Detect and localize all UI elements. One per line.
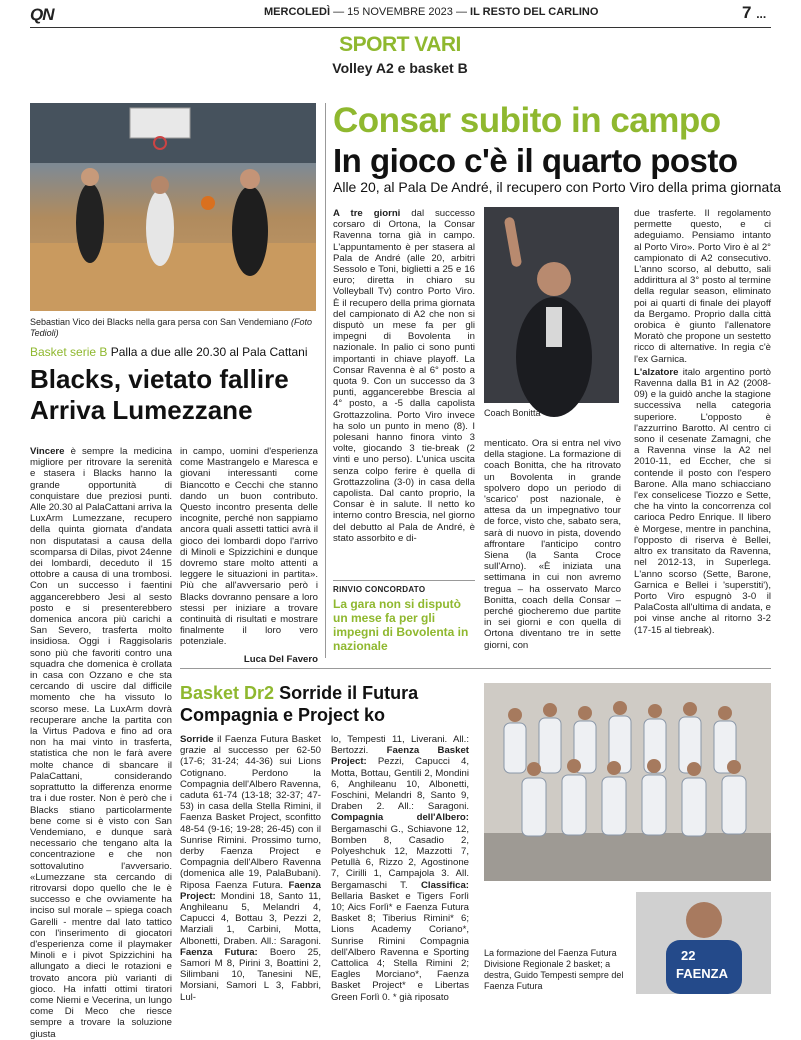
dr2-body-1: il Faenza Futura Basket grazie al successo per 62-50 (17-6; 31-24; 44-36) sui Lions Cotignano. Perdono la Compagnia dell'Albero Ravenna, caduta 61-74 (13-18; 32-37; 47-53) in casa della Stella Rimini, il Faenza Basket Project, sconfitto 48-54 (9-16; 19-28; 26-45) con il Sunrise Rimini. Prossimo turno, derby Faenza Project e Compagnia dell'Albero Ravenna (domenica alle 19, PalaBubani). Riposa Faenza Futura.: [180, 734, 321, 891]
blacks-photo-caption: [30, 317, 320, 339]
blacks-body-2: in campo, uomini d'esperienza come Mastrangelo e Maresca e giovani interessanti come Biancotto e Cecchi che stanno dando un buon contributo. Questo incontro presenta delle incognite, perché non sappiamo ancora quali assetti tattici avrà il gioco dei lombardi dopo l'arrivo di Minoli e Spizzichini e dunque dovremo stare molto attenti a leggere le situazioni in partita». Più che all'avversario però i Blacks dovranno pensare a loro stessi per iniziare a trovare continuità di risultati e mostrare finalmente il loro vero potenziale.: [180, 446, 318, 648]
dateline: [264, 6, 598, 18]
dr2-body-2d: Bergamaschi G., Schiavone 12, Bomben 8, Casadio 2, Polyeshchuk 12, Mazzotti 7, Petullà 6, Rizzo 2, Agostinone 7, Cirilli 1, Campajola 3. All. Bergamaschi T.: [331, 823, 469, 891]
dr2-team-label-1: Faenza Project:: [180, 879, 321, 902]
dr2-body-1d: Boero 25, Samori M 8, Pirini 3, Boattini 2, Silimbani 10, Tanesini NE, Morsiani, Samori L 3, Fabbri, Lul-: [180, 946, 321, 1003]
section-rule: [180, 668, 771, 669]
section-title: SPORT VARI: [339, 33, 461, 56]
section-subtitle: Volley A2 e basket B: [332, 60, 468, 76]
rinvio-rule: [333, 580, 475, 581]
consar-deck: Alle 20, al Pala De André, il recupero con Porto Viro della prima giornata: [333, 179, 781, 195]
header-rule: [30, 27, 771, 28]
dr2-column-2: [331, 734, 469, 1003]
blacks-body-1: è sempre la medicina migliore per ritrovare la serenità e stasera i Blacks hanno la grande opportunità di conquistare due preziosi punti. Alle 20.30 al PalaCattani arriva la LuxArm Lumezzane, recupero della quinta giornata d'andata non disputatasi a causa della scomparsa di Dilas, pivot 24enne dei lombardi, deceduto il 15 ottobre a causa di una trombosi. Con un successo i faentini aggancerebbero Jesi al sesto posto e si presenterebbero domenica ancora più carichi a San Severo, trasferta molto insidiosa. Oggi i Raggisolaris sono più che favoriti contro una squadra che domenica è crollata in casa con Ozzano e che sta cercando di uscire dal difficile momento che ha vissuto lo scorso mese. La LuxArm dovrà recuperare anche la partita con la Virtus Padova e fino ad ora non ha mai vinto in trasferta, statistica che non le farà avere molte chance di sbancare il PalaCattani, considerando soprattutto la differenza enorme tra i due roster. Non è però che i Blacks stiano particolarmente bene come si è visto con San Vendemiano, e dunque sarà necessario che tengano alta la concentrazione e che non sottovalutino l'avversario. «Lumezzane sta cercando di ritrovarsi dopo quello che le è successo e che ovviamente ha inciso sul morale – spiega coach Garelli - mentre dal lato tattico con l'inserimento di giocatori d'esperienza come il playmaker Minoli e i pivot Spizzichini ha allungato a dieci le rotazioni e trovato ancora più varianti di gioco. Ha infatti ottimi tiratori come Niemi e Vecerina, un lungo come Di Meco che riesce sempre a trovare la soluzione giusta: [30, 446, 172, 1040]
blacks-kicker: [30, 345, 308, 359]
dateline-separator: —: [333, 6, 345, 18]
dr2-headline: [180, 682, 418, 726]
tempesti-photo: [636, 892, 771, 994]
blacks-lead: Vincere: [30, 446, 65, 457]
dateline-separator-2: —: [455, 6, 467, 18]
dr2-column-1: [180, 734, 321, 1003]
rinvio-box: [333, 580, 475, 653]
blacks-column-1: [30, 446, 172, 1040]
basketball-scene: [30, 103, 316, 311]
consar-column-3: [634, 208, 771, 652]
blacks-kicker-text: Palla a due alle 20.30 al Pala Cattani: [110, 345, 308, 359]
consar-column-2: [484, 438, 621, 658]
jersey-number: 22: [681, 948, 696, 963]
coach-figure: [484, 207, 619, 403]
page-number-suffix: ...: [756, 7, 767, 21]
faenza-team-photo: [484, 683, 771, 881]
consar-column-1: [333, 208, 475, 566]
dr2-headline-tag: Basket Dr2: [180, 683, 275, 703]
column-divider: [325, 103, 326, 658]
coach-photo-caption: Coach Bonitta: [484, 408, 541, 418]
consar-subheadline: In gioco c'è il quarto posto: [333, 142, 738, 179]
consar-body-2: menticato. Ora si entra nel vivo della stagione. La formazione di coach Bonitta, che ha ritrovato un Bovolenta in grande spolvero dopo un periodo di 'scarico' post nazionale, è attesa da un impegnativo tour de force, visto che, sabato sera, sarà di nuovo in pista, dovendo affrontare l'anticipo contro Siena (la Santa Croce sull'Arno). «È iniziata una settimana in cui non avremo tregua – ha osservato Marco Bonitta, coach della Consar – perché giocheremo due partite in sei giorni e con quella di Ortona diventano tre in sette giorni, con: [484, 438, 621, 651]
consar-lead-2: L'alzatore: [634, 366, 679, 378]
dr2-photo-caption: La formazione del Faenza Futura Divisione Regionale 2 basket; a destra, Guido Tempesti sempre del Faenza Futura: [484, 948, 624, 991]
team-group: [484, 683, 771, 881]
dr2-standings-label: Classifica:: [421, 879, 469, 891]
dr2-body-2: lo, Tempesti 11, Liverani. All.: Bertozzi.: [331, 734, 469, 757]
rinvio-kicker: RINVIO CONCORDATO: [333, 585, 426, 594]
blacks-game-photo: [30, 103, 316, 311]
page-number: [742, 3, 766, 23]
dr2-lead: Sorride: [180, 734, 214, 745]
dr2-team-label-3: Faenza Basket Project:: [331, 745, 469, 768]
blacks-photo-caption-text: Sebastian Vico dei Blacks nella gara persa con San Vendemiano: [30, 317, 289, 327]
dr2-team-label-2: Faenza Futura:: [180, 946, 258, 958]
dr2-body-2e: Bellaria Basket e Tigers Forlì 10; Aics Forlì* e Faenza Futura Basket 8; Tiberius Rimini* 6; Lions Academy Coriano*, Sunrise Rimini Compagnia dell'Albero Ravenna e Sporting Cattolica 4; Stella Rimini 2; Eagles Morciano*, Faenza Basket Project* e Libertas Green Forlì 0. * già riposato: [331, 890, 469, 1003]
dateline-date: 15 NOVEMBRE 2023: [347, 6, 453, 18]
blacks-headline-line2: Arriva Lumezzane: [30, 395, 253, 425]
consar-body-3a: due trasferte. Il regolamento permette questo, e ci adeguiamo. Pensiamo intanto al Porto Viro». Porto Viro è al 2° campionato di A2 consecutivo. L'anno scorso, al debutto, sali addirittura al 3° posto al termine della regular season, eliminato poi ai quarti di finale dei playoff da Bergamo. Proprio dalla città orobica è giunto l'allenatore Moratò che propone un sestetto ricco di alternative. In regia c'è l'ex Garnica.: [634, 208, 771, 365]
blacks-column-2: [180, 446, 318, 665]
blacks-author: Luca Del Favero: [243, 653, 318, 665]
newspaper-logo: QN: [30, 5, 54, 24]
coach-bonitta-photo: [484, 207, 619, 403]
jersey-text: FAENZA: [676, 966, 728, 981]
blacks-photo-credit: (Foto Tedioli): [30, 317, 313, 338]
consar-body-1: dal successo corsaro di Ortona, la Consar Ravenna torna già in campo. L'appuntamento è per stasera al Pala de André (alle 20, arbitri Sessolo e Toni, biglietti a 25 e 16 euro; diretta in chiaro su Volleyball Tv) contro Porto Viro. È il recupero della prima giornata del campionato di A2 che non si disputò un mese fa per gli impegni di Bovolenta in nazionale. In palio ci sono punti importanti in chiave playoff. La Consar Ravenna è al 6° posto a quota 9. Con un successo da 3 punti, aggancerebbe Brescia al 4° posto, a -5 dalla capolista Grottazzolina. Porto Viro invece ha solo un punto in meno (8). I polesani hanno finora vinto 3 volte, giocando 3 tie-break (2 vinti e uno perso). L'unica uscita senza colpo ferire è quella di Grottazzolina (3-0) in casa della capolista. Dal canto proprio, la Consar è in salute. Il netto ko interno contro Brescia, nel giorno del debutto al Pala de André, è stato assorbito e di-: [333, 208, 475, 544]
blacks-headline-line1: Blacks, vietato fallire: [30, 364, 289, 394]
consar-headline: Consar subito in campo: [333, 101, 721, 140]
page-number-value: 7: [742, 3, 752, 22]
dateline-paper: IL RESTO DEL CARLINO: [470, 6, 599, 18]
blacks-kicker-tag: Basket serie B: [30, 345, 108, 359]
dr2-team-label-4: Compagnia dell'Albero:: [331, 812, 469, 824]
dr2-headline-line2: Compagnia e Project ko: [180, 705, 386, 725]
dateline-day: MERCOLEDÌ: [264, 6, 330, 18]
dr2-body-2c: Pezzi, Capucci 4, Motta, Bottau, Gentili 2, Mondini 6, Anghileanu 10, Albonetti, Foschini, Melandri 8, Santo 9, Draben 2. All.: Saragoni.: [331, 756, 469, 813]
rinvio-quote: La gara non si disputò un mese fa per gli impegni di Bovolenta in nazionale: [333, 597, 469, 653]
consar-lead: A tre giorni: [333, 208, 401, 219]
consar-body-3b: italo argentino portò Ravenna dalla B1 in A2 (2008-09) e la guidò anche la stagione successiva nella categoria superiore. L'opposto è l'azzurrino Barotto. Al centro ci sono il cesenate Zamagni, che a Ravenna vinse la A2 nel 2010-11, ed Eccher, che si contende il posto con l'espero Barone. Alla mano schiacciano l'ex conselicese Tiozzo e Sette, che ha vinto la concorrenza col carioca Pedro Enrique. Il libero è Morgese, mentre in panchina, l'opposto di riserva è Bellei, altro ex transitato da Ravenna, nel 2012-13, in Superlega. L'anno scorso (Sette, Barone, Garnica e Bellei i 'superstiti'), Porto Viro espugnò 3-0 il PalaCosta all'ultima di andata, e poi vinse anche al ritorno 3-2 (17-15 al tiebreak).: [634, 366, 771, 636]
dr2-body-1c: Mondini 18, Santo 11, Anghileanu 5, Melandri 4, Capucci 4, Bottau 3, Pezzi 2, Marziali 1, Carbini, Motta, Albonetti, Draben. All.: Saragoni.: [180, 890, 321, 947]
blacks-headline: [30, 364, 289, 426]
dr2-headline-rest: Sorride il Futura: [279, 683, 419, 703]
